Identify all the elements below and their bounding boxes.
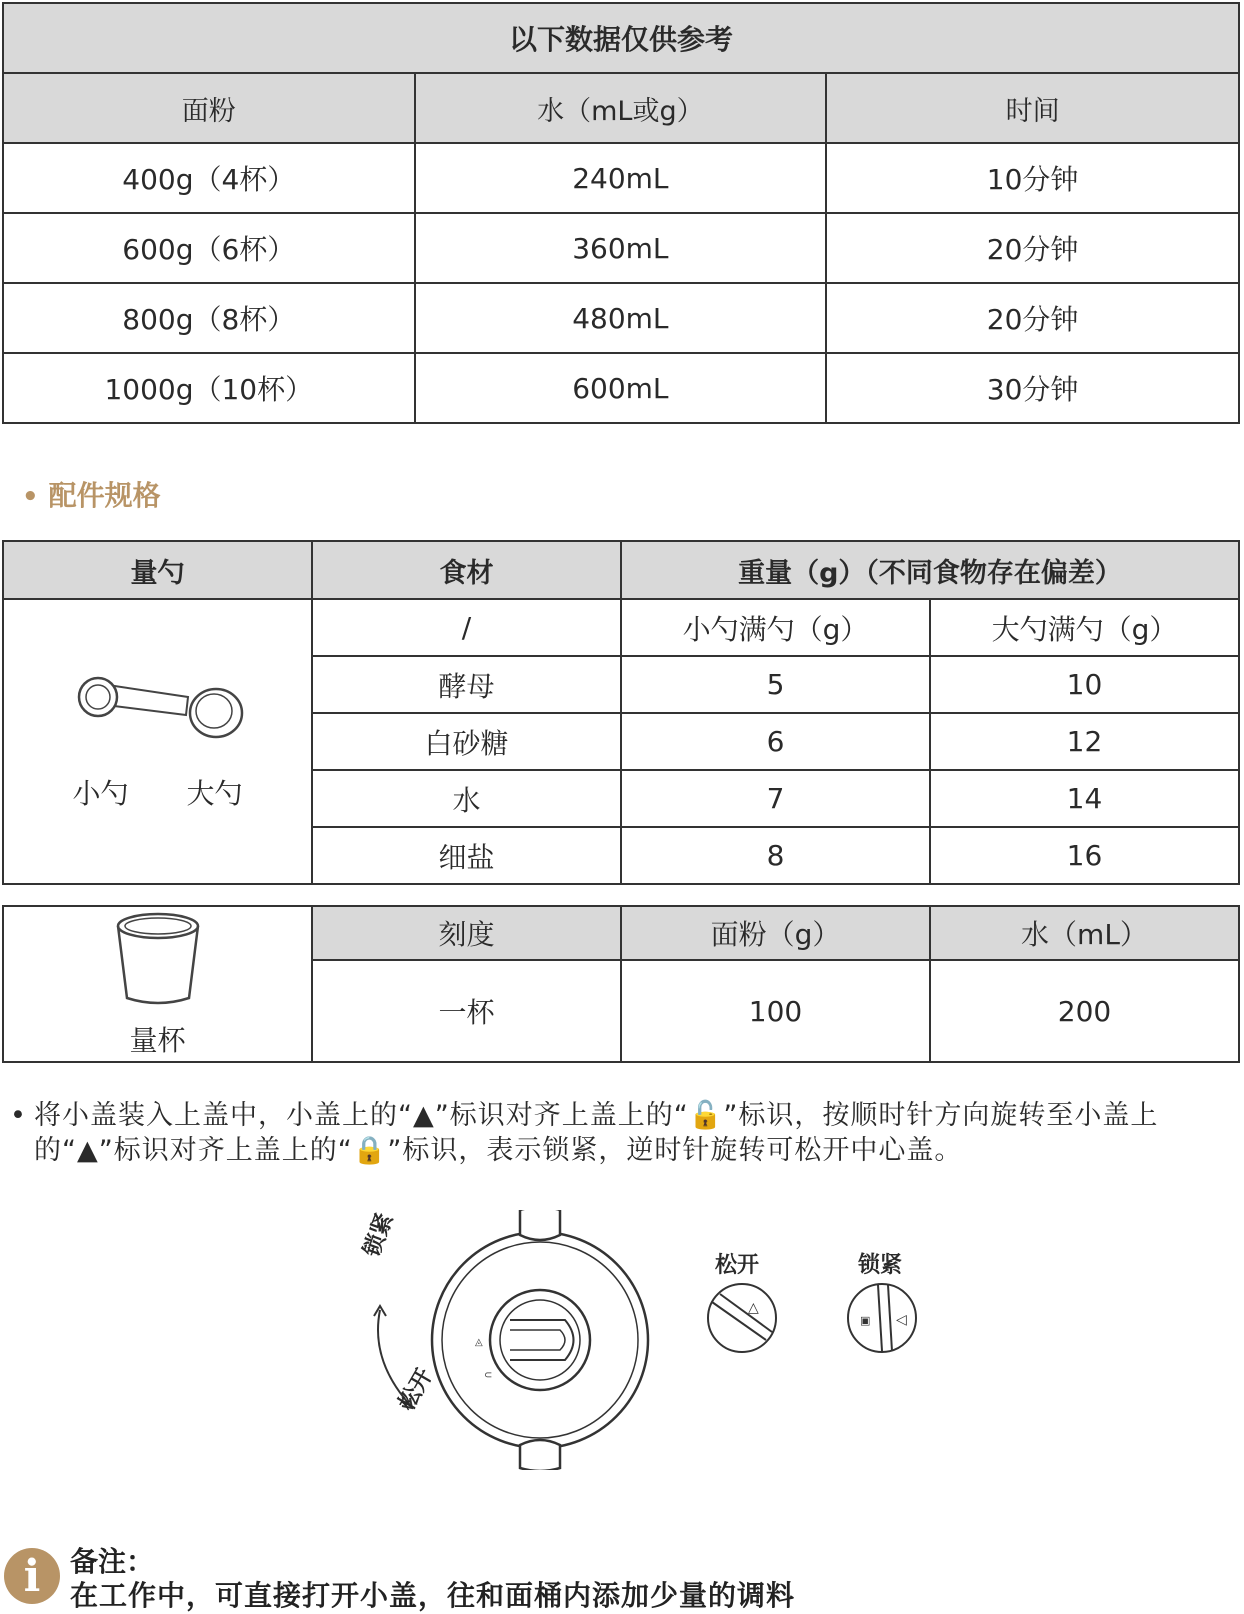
header-water: 水（mL） [930,906,1239,960]
cell-large: 14 [930,770,1239,827]
instruction-text: 将小盖装入上盖中，小盖上的“▲”标识对齐上盖上的“🔓”标识，按顺时针方向旋转至小盖上的“▲”标识对齐上盖上的“🔒”标识，表示锁紧，逆时针旋转可松开中心盖。 [34,1100,1159,1166]
header-time: 时间 [826,73,1239,143]
cell-small: 8 [621,827,930,884]
large-spoon-label: 大勺 [186,777,243,810]
cell-flour: 400g（4杯） [3,143,415,213]
lock-label-left: 锁紧 [359,1210,399,1261]
subheader-slash: / [312,599,621,656]
cell-water: 200 [930,960,1239,1062]
cell-small: 6 [621,713,930,770]
cell-time: 30分钟 [826,353,1239,423]
remark-title: 备注： [70,1545,155,1578]
reference-table [2,2,1240,424]
cell-ingredient: 酵母 [312,656,621,713]
unlock-knob-label: 松开 [715,1253,760,1278]
cell-water: 240mL [415,143,827,213]
bullet-dot: • [22,482,39,512]
svg-text:▣: ▣ [860,1314,871,1327]
small-spoon-label: 小勺 [72,777,129,810]
cup-label: 量杯 [129,1023,186,1057]
cell-time: 10分钟 [826,143,1239,213]
measuring-spoon-icon [68,671,248,761]
cell-large: 16 [930,827,1239,884]
spoon-illustration-cell [3,599,312,884]
remark-section [0,1540,1244,1610]
cell-flour: 800g（8杯） [3,283,415,353]
cell-large: 10 [930,656,1239,713]
cell-flour: 1000g（10杯） [3,353,415,423]
cell-time: 20分钟 [826,283,1239,353]
header-scale: 刻度 [312,906,621,960]
lid-diagram [360,1210,960,1470]
header-spoon: 量勺 [3,541,312,599]
svg-text:◬: ◬ [475,1337,483,1348]
header-ingredient: 食材 [312,541,621,599]
info-icon: i [4,1548,60,1604]
cell-water: 480mL [415,283,827,353]
cup-table [2,905,1240,1063]
svg-text:◁: ◁ [896,1312,907,1328]
header-water: 水（mL或g） [415,73,827,143]
measuring-cup-icon [113,910,203,1010]
cell-ingredient: 白砂糖 [312,713,621,770]
header-flour: 面粉（g） [621,906,930,960]
spoon-table [2,540,1240,885]
section-title [22,474,161,514]
cell-small: 7 [621,770,930,827]
header-flour: 面粉 [3,73,415,143]
remark-text: 在工作中，可直接打开小盖，往和面桶内添加少量的调料 [70,1579,796,1612]
cell-flour: 600g（6杯） [3,213,415,283]
table-row [3,353,1239,423]
cell-water: 600mL [415,353,827,423]
section-title-text: 配件规格 [48,479,161,512]
subheader-large: 大勺满勺（g） [930,599,1239,656]
svg-text:⊂: ⊂ [484,1370,493,1381]
table-row [3,143,1239,213]
cell-scale: 一杯 [312,960,621,1062]
subheader-small: 小勺满勺（g） [621,599,930,656]
table-row [3,283,1239,353]
cell-large: 12 [930,713,1239,770]
header-weight: 重量（g）（不同食物存在偏差） [621,541,1239,599]
cell-water: 360mL [415,213,827,283]
table-title: 以下数据仅供参考 [3,3,1239,73]
bullet-dot: • [10,1100,27,1131]
svg-text:△: △ [748,1300,759,1316]
lock-knob-label: 锁紧 [858,1253,903,1278]
instruction-paragraph [10,1098,1240,1168]
cell-small: 5 [621,656,930,713]
cell-ingredient: 细盐 [312,827,621,884]
cell-flour: 100 [621,960,930,1062]
cell-ingredient: 水 [312,770,621,827]
cell-time: 20分钟 [826,213,1239,283]
cup-illustration-cell [3,906,312,1062]
unlock-label-left: 松开 [394,1364,438,1415]
table-row [3,213,1239,283]
